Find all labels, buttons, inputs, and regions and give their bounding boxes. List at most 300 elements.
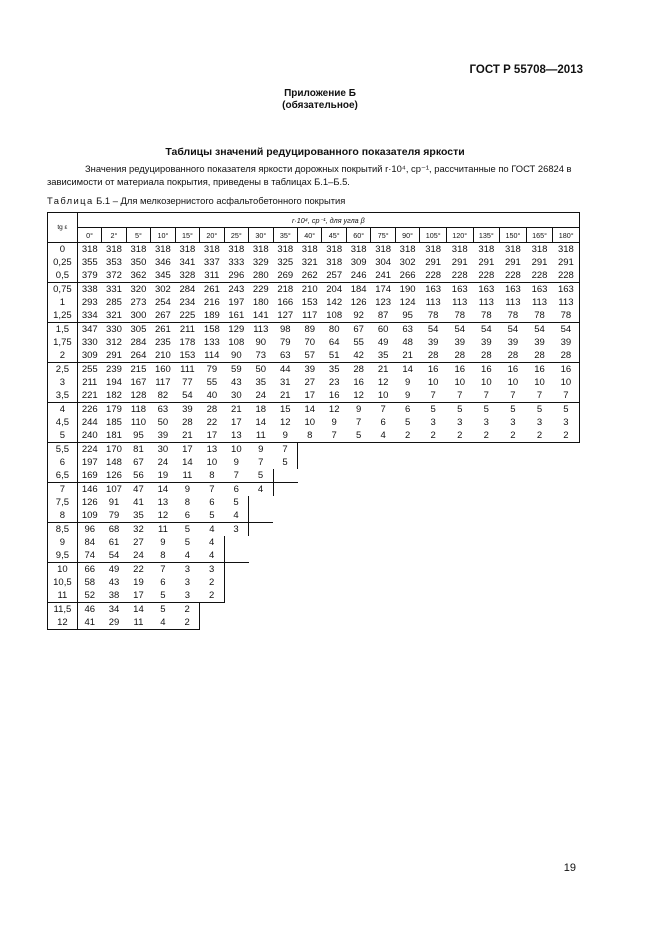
table-cell: 5 [224, 496, 248, 509]
table-cell: 197 [81, 457, 98, 468]
table-cell: 5 [273, 456, 297, 469]
table-cell: 8 [184, 497, 191, 508]
page-number: 19 [563, 862, 576, 874]
table-cell: 284 [130, 337, 147, 348]
angle-header: 165° [526, 228, 553, 243]
empty-cell [500, 563, 527, 577]
table-cell: 9 [346, 403, 370, 417]
empty-cell [526, 549, 553, 563]
empty-cell [395, 496, 419, 509]
empty-cell [322, 549, 346, 563]
empty-cell [500, 456, 527, 469]
table-cell: 153 [301, 297, 318, 308]
table-cell: 129 [224, 323, 248, 337]
table-cell: 163 [500, 283, 527, 297]
table-cell: 9 [273, 429, 297, 443]
table-cell: 92 [346, 309, 370, 323]
table-cell: 16 [446, 363, 473, 377]
table-cell: 35 [371, 349, 395, 363]
table-cell: 189 [200, 309, 224, 323]
table-cell: 2 [526, 429, 553, 443]
table-cell: 84 [84, 537, 96, 548]
table-cell: 7 [371, 403, 395, 417]
table-cell: 82 [151, 389, 175, 403]
table-cell: 126 [102, 469, 126, 483]
table-cell: 6 [175, 509, 199, 523]
table-cell: 78 [420, 309, 447, 323]
empty-cell [420, 576, 447, 589]
tg-value: 6,5 [48, 469, 78, 483]
tg-value: 8 [48, 509, 78, 523]
table-row [48, 363, 580, 377]
table-cell: 46 [77, 603, 101, 617]
table-cell: 3 [175, 563, 199, 577]
table-cell: 169 [77, 469, 101, 483]
table-cell: 50 [157, 417, 169, 428]
table-cell: 54 [175, 389, 199, 403]
table-cell: 318 [322, 243, 346, 257]
table-cell: 228 [473, 269, 500, 283]
empty-cell [346, 469, 370, 483]
table-cell: 95 [126, 429, 150, 443]
empty-cell [553, 443, 580, 457]
angle-header: 105° [420, 228, 447, 243]
table-cell: 346 [154, 257, 171, 268]
table-cell: 29 [102, 616, 126, 630]
table-cell: 11 [175, 469, 199, 483]
empty-cell [473, 549, 500, 563]
table-cell: 14 [126, 603, 150, 617]
empty-cell [473, 496, 500, 509]
table-cell: 7 [224, 469, 248, 483]
empty-cell [420, 616, 447, 630]
table-cell: 321 [102, 309, 126, 323]
table-cell: 44 [273, 363, 297, 377]
table-cell: 3 [175, 589, 199, 603]
table-cell: 113 [249, 323, 273, 337]
table-cell: 337 [203, 257, 220, 268]
table-cell: 10 [371, 389, 395, 403]
table-cell: 95 [395, 309, 419, 323]
table-cell: 7 [200, 483, 224, 497]
table-row [48, 483, 580, 497]
table-cell: 7 [322, 429, 346, 443]
table-cell: 228 [526, 269, 553, 283]
table-cell: 30 [224, 389, 248, 403]
table-cell: 210 [298, 283, 322, 297]
table-cell: 16 [420, 363, 447, 377]
table-cell: 309 [77, 349, 101, 363]
empty-cell [273, 589, 297, 603]
empty-cell [553, 563, 580, 577]
table-caption-text: Б.1 – Для мелкозернистого асфальтобетонного покрытия [93, 195, 346, 206]
empty-cell [249, 576, 273, 589]
empty-cell [553, 469, 580, 483]
table-cell: 21 [395, 349, 419, 363]
table-cell: 293 [81, 297, 98, 308]
table-row [48, 509, 580, 523]
table-cell: 70 [304, 337, 316, 348]
empty-cell [500, 603, 527, 617]
empty-cell [446, 616, 473, 630]
table-cell: 5 [184, 537, 191, 548]
table-cell: 19 [133, 577, 144, 588]
table-cell: 24 [126, 549, 150, 563]
empty-cell [395, 509, 419, 523]
table-cell: 50 [249, 363, 273, 377]
angle-header: 45° [322, 228, 346, 243]
table-cell: 163 [446, 283, 473, 297]
table-cell: 13 [200, 443, 224, 457]
angle-header: 35° [273, 228, 297, 243]
table-cell: 15 [273, 403, 297, 417]
table-row [48, 243, 580, 257]
angle-header: 90° [395, 228, 419, 243]
empty-cell [446, 563, 473, 577]
table-cell: 241 [371, 269, 395, 283]
table-cell: 180 [252, 297, 269, 308]
table-cell: 128 [126, 389, 150, 403]
empty-cell [322, 456, 346, 469]
table-cell: 24 [157, 457, 169, 468]
angle-header: 135° [473, 228, 500, 243]
empty-cell [200, 603, 224, 617]
angle-header: 30° [249, 228, 273, 243]
table-cell: 96 [77, 523, 101, 537]
table-cell: 2 [175, 616, 199, 630]
empty-cell [500, 589, 527, 603]
table-cell: 228 [446, 269, 473, 283]
table-cell: 21 [224, 403, 248, 417]
tg-value: 5 [48, 429, 78, 443]
table-cell: 6 [160, 577, 166, 588]
table-cell: 225 [175, 309, 199, 323]
table-cell: 40 [200, 389, 224, 403]
table-cell: 78 [446, 309, 473, 323]
table-cell: 63 [273, 349, 297, 363]
table-cell: 211 [175, 323, 199, 337]
empty-cell [420, 456, 447, 469]
table-cell: 5 [249, 469, 273, 483]
table-cell: 16 [353, 377, 364, 388]
empty-cell [346, 483, 370, 497]
table-cell: 284 [175, 283, 199, 297]
table-cell: 4 [151, 616, 175, 630]
empty-cell [322, 523, 346, 537]
empty-cell [395, 523, 419, 537]
table-cell: 31 [279, 377, 291, 388]
empty-cell [322, 536, 346, 549]
tg-value: 4 [48, 403, 78, 417]
angle-header: 40° [298, 228, 322, 243]
table-cell: 111 [175, 363, 199, 377]
empty-cell [346, 589, 370, 603]
header-row-main [48, 213, 580, 228]
table-cell: 273 [130, 297, 147, 308]
empty-cell [346, 443, 370, 457]
table-cell: 52 [77, 589, 101, 603]
table-cell: 181 [102, 429, 126, 443]
empty-cell [224, 549, 248, 563]
table-cell: 141 [249, 309, 273, 323]
empty-cell [526, 576, 553, 589]
table-cell: 124 [399, 297, 416, 308]
table-cell: 67 [346, 323, 370, 337]
table-cell: 142 [326, 297, 343, 308]
empty-cell [346, 456, 370, 469]
empty-cell [553, 549, 580, 563]
empty-cell [500, 509, 527, 523]
empty-cell [395, 443, 419, 457]
empty-cell [420, 549, 447, 563]
table-cell: 43 [108, 577, 120, 588]
angle-header: 15° [175, 228, 199, 243]
table-cell: 10 [206, 457, 218, 468]
table-cell: 2 [200, 576, 224, 589]
empty-cell [224, 536, 248, 549]
table-cell: 41 [77, 616, 101, 630]
table-cell: 39 [553, 336, 580, 349]
tg-value: 7,5 [48, 496, 78, 509]
table-cell: 57 [298, 349, 322, 363]
table-cell: 341 [179, 257, 196, 268]
table-cell: 12 [279, 417, 291, 428]
table-cell: 54 [500, 323, 527, 337]
table-cell: 243 [224, 283, 248, 297]
table-cell: 182 [102, 389, 126, 403]
table-cell: 362 [126, 269, 150, 283]
table-cell: 3 [553, 416, 580, 429]
empty-cell [371, 576, 395, 589]
table-cell: 10 [534, 377, 545, 388]
empty-cell [298, 496, 322, 509]
empty-cell [371, 603, 395, 617]
table-cell: 4 [371, 429, 395, 443]
empty-cell [298, 456, 322, 469]
table-cell: 6 [395, 403, 419, 417]
table-cell: 113 [505, 297, 521, 308]
angle-header: 25° [224, 228, 248, 243]
table-cell: 350 [130, 257, 147, 268]
table-cell: 55 [353, 337, 364, 348]
table-cell: 17 [231, 417, 242, 428]
empty-cell [249, 603, 273, 617]
empty-cell [298, 589, 322, 603]
table-cell: 7 [553, 389, 580, 403]
table-cell: 254 [154, 297, 171, 308]
table-cell: 9 [160, 537, 166, 548]
empty-cell [224, 589, 248, 603]
empty-cell [371, 523, 395, 537]
empty-cell [371, 616, 395, 630]
empty-cell [249, 563, 273, 577]
table-cell: 108 [228, 337, 245, 348]
tg-value: 0,5 [48, 269, 78, 283]
table-row [48, 323, 580, 337]
table-cell: 81 [126, 443, 150, 457]
table-cell: 325 [277, 257, 294, 268]
table-cell: 318 [249, 243, 273, 257]
table-cell: 179 [102, 403, 126, 417]
table-cell: 113 [553, 296, 580, 309]
tg-value: 2,5 [48, 363, 78, 377]
empty-cell [395, 483, 419, 497]
table-cell: 78 [526, 309, 553, 323]
empty-cell [395, 536, 419, 549]
tg-value: 11 [48, 589, 78, 603]
table-cell: 347 [77, 323, 101, 337]
empty-cell [322, 469, 346, 483]
tg-value: 0,25 [48, 256, 78, 269]
table-cell: 39 [507, 337, 519, 348]
table-cell: 54 [526, 323, 553, 337]
table-cell: 8 [151, 549, 175, 563]
table-cell: 126 [350, 297, 367, 308]
table-cell: 89 [298, 323, 322, 337]
empty-cell [420, 536, 447, 549]
table-cell: 13 [157, 497, 169, 508]
table-cell: 264 [126, 349, 150, 363]
table-cell: 6 [224, 483, 248, 497]
empty-cell [553, 589, 580, 603]
empty-cell [473, 443, 500, 457]
table-row [48, 496, 580, 509]
empty-cell [473, 589, 500, 603]
empty-cell [273, 563, 297, 577]
empty-cell [446, 443, 473, 457]
table-body [48, 243, 580, 630]
table-cell: 79 [200, 363, 224, 377]
table-cell: 11 [151, 523, 175, 537]
empty-cell [371, 536, 395, 549]
empty-cell [553, 616, 580, 630]
tg-value: 9,5 [48, 549, 78, 563]
table-cell: 312 [106, 337, 122, 348]
empty-cell [473, 483, 500, 497]
table-cell: 269 [273, 269, 297, 283]
tg-value: 1,75 [48, 336, 78, 349]
table-cell: 39 [151, 429, 175, 443]
table-row [48, 269, 580, 283]
table-cell: 78 [500, 309, 527, 323]
table-cell: 244 [81, 417, 98, 428]
empty-cell [500, 549, 527, 563]
empty-cell [473, 456, 500, 469]
empty-cell [371, 456, 395, 469]
table-row [48, 536, 580, 549]
table-cell: 12 [151, 509, 175, 523]
annex-subtitle: (обязательное) [282, 100, 358, 111]
table-cell: 2 [553, 429, 580, 443]
table-cell: 158 [200, 323, 224, 337]
table-cell: 3 [483, 417, 489, 428]
angle-header: 5° [126, 228, 150, 243]
table-cell: 318 [371, 243, 395, 257]
empty-cell [446, 536, 473, 549]
table-row [48, 603, 580, 617]
table-cell: 5 [200, 509, 224, 523]
table-cell: 211 [82, 377, 98, 388]
tg-value: 0,75 [48, 283, 78, 297]
table-cell: 204 [322, 283, 346, 297]
table-cell: 318 [102, 243, 126, 257]
table-cell: 63 [151, 403, 175, 417]
table-cell: 18 [249, 403, 273, 417]
table-cell: 328 [175, 269, 199, 283]
empty-cell [273, 536, 297, 549]
table-cell: 54 [473, 323, 500, 337]
table-cell: 5 [553, 403, 580, 417]
table-cell: 338 [77, 283, 101, 297]
table-cell: 8 [298, 429, 322, 443]
table-cell: 318 [200, 243, 224, 257]
empty-cell [273, 523, 297, 537]
empty-cell [526, 523, 553, 537]
table-cell: 318 [526, 243, 553, 257]
angle-header: 20° [200, 228, 224, 243]
table-cell: 3 [536, 417, 543, 428]
table-cell: 117 [298, 309, 322, 323]
table-cell: 39 [481, 337, 492, 348]
table-cell: 12 [346, 389, 370, 403]
empty-cell [420, 509, 447, 523]
angle-header: 60° [346, 228, 370, 243]
empty-cell [249, 496, 273, 509]
table-cell: 54 [420, 323, 447, 337]
table-cell: 21 [371, 363, 395, 377]
table-cell: 127 [273, 309, 297, 323]
table-cell: 160 [151, 363, 175, 377]
table-row [48, 403, 580, 417]
empty-cell [420, 589, 447, 603]
empty-cell [224, 563, 248, 577]
table-cell: 302 [151, 283, 175, 297]
empty-cell [526, 616, 553, 630]
table-cell: 118 [126, 403, 150, 417]
table-cell: 228 [500, 269, 527, 283]
empty-cell [395, 603, 419, 617]
table-row [48, 549, 580, 563]
table-cell: 3 [510, 417, 516, 428]
table-cell: 353 [106, 257, 122, 268]
table-cell: 3 [200, 563, 224, 577]
table-cell: 114 [200, 349, 224, 363]
angle-header: 120° [446, 228, 473, 243]
table-cell: 261 [200, 283, 224, 297]
table-cell: 5 [404, 417, 411, 428]
table-cell: 296 [224, 269, 248, 283]
tg-value: 6 [48, 456, 78, 469]
table-cell: 304 [375, 257, 392, 268]
table-cell: 54 [553, 323, 580, 337]
table-cell: 218 [273, 283, 297, 297]
table-cell: 7 [526, 389, 553, 403]
tg-value: 7 [48, 483, 78, 497]
table-cell: 291 [102, 349, 126, 363]
table-cell: 28 [200, 403, 224, 417]
table-cell: 9 [331, 417, 337, 428]
table-cell: 321 [301, 257, 318, 268]
empty-cell [322, 443, 346, 457]
table-cell: 78 [473, 309, 500, 323]
table-cell: 35 [126, 509, 150, 523]
table-cell: 38 [102, 589, 126, 603]
table-cell: 3 [430, 417, 436, 428]
empty-cell [371, 443, 395, 457]
table-cell: 266 [395, 269, 419, 283]
table-cell: 73 [249, 349, 273, 363]
table-cell: 372 [102, 269, 126, 283]
